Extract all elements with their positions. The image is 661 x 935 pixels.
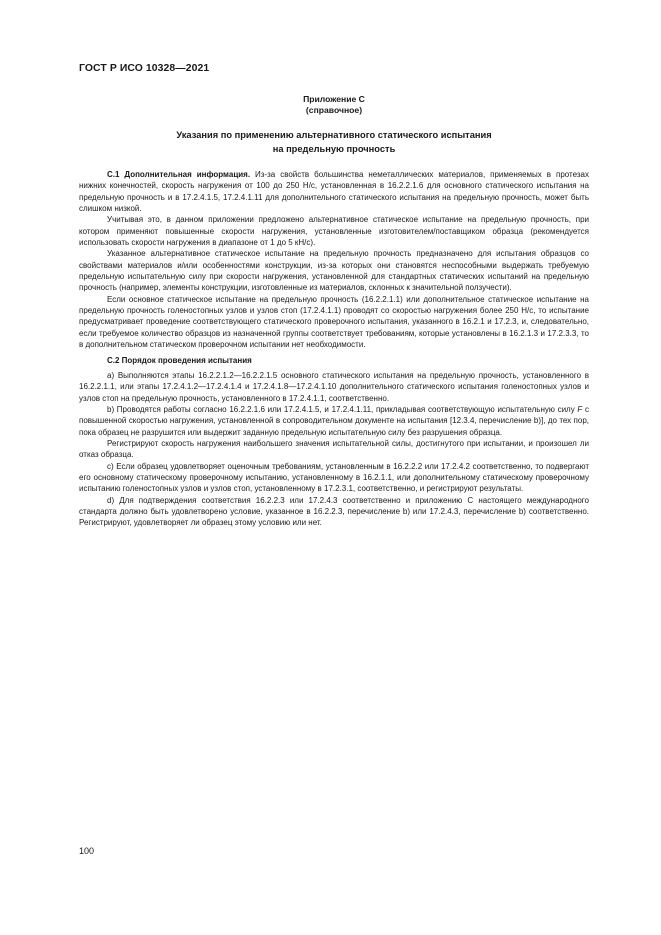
document-body xyxy=(79,169,589,529)
paragraph: Регистрируют скорость нагружения наибольшего значения испытательной силы, достигнутого при испытании, и произошел ли отказ образца. xyxy=(79,438,589,460)
paragraph-c1-intro xyxy=(79,169,589,214)
annex-label: Приложение С xyxy=(303,94,365,104)
section-c2-heading: С.2 Порядок проведения испытания xyxy=(107,355,252,365)
annex-type: (справочное) xyxy=(305,105,363,115)
paragraph: Если основное статическое испытание на предельную прочность (16.2.2.1.1) или дополнительное статическое испытание на предельную прочность голеностопных узлов и узлов стоп (17.2.4.1.1) проводят со скоростью нагружения более 250 Н/с, то испытание предусматривает проведение соответствующего статического проверочного испытания, указанного в 16.2.1 и 17.2.3, и, следовательно, если требуемое количество образцов из назначенной группы соответствует требованиям, которые установлены в 16.2.1.3 и 17.2.3.3, то в дополнительном статическом проверочном испытании нет необходимости. xyxy=(79,294,589,350)
paragraph: Указанное альтернативное статическое испытание на предельную прочность предназначено для испытания образцов со свойствами материалов и/или особенностями конструкции, из-за которых они становятся неспособными выдержать требуемую предельную испытательную силу при скорости нагружения, установленной для стандартных статических испытаний на предельную прочность (например, элементы конструкции, изготовленные из материалов, склонных к значительной ползучести). xyxy=(79,249,589,293)
force-variable: F xyxy=(577,404,583,414)
document-header: ГОСТ Р ИСО 10328—2021 xyxy=(79,63,210,74)
annex-title-line-2: на предельную прочность xyxy=(272,144,396,154)
page-number: 100 xyxy=(79,846,95,856)
annex-label-block xyxy=(79,94,589,116)
list-item-b-text-1: b) Проводятся работы согласно 16.2.2.1.6 или 17.2.4.1.5, и 17.2.4.1.11, прикладывая соответствующую испытательную силу xyxy=(107,404,578,414)
annex-title xyxy=(79,128,589,156)
list-item-c: c) Если образец удовлетворяет оценочным требованиям, установленным в 16.2.2.2 или 17.2.4.2 соответственно, то подвергают его основному статическому проверочному испытанию, установленному в 16.2.1.1, или дополнительному статическому проверочному испытанию голеностопных узлов и узлов стоп, установленному в 17.2.3.1, соответственно, и регистрируют результаты. xyxy=(79,461,589,494)
list-item-b-text-2: с повышенной скоростью нагружения, установленной в сопроводительном документе на испытания [12.3.4, перечисление b)], до тех пор, пока образец не разрушится или выдержит заданную предельную испытательную силу без разрушения образца. xyxy=(79,404,589,437)
list-item-a: a) Выполняются этапы 16.2.2.1.2—16.2.2.1.5 основного статического испытания на предельную прочность, установленного в 16.2.2.1.1, или этапы 17.2.4.1.2—17.2.4.1.4 и 17.2.4.1.8—17.2.4.1.10 дополнительного статического испытания голеностопных узлов и узлов стоп на предельную прочность, установленного в 17.2.4.1.1, соответственно. xyxy=(79,370,589,403)
paragraph: Учитывая это, в данном приложении предложено альтернативное статическое испытание на предельную прочность, при котором применяют повышенные скорости нагружения, установленные изготовителем/поставщиком образца (рекомендуется использовать скорости нагружения в диапазоне от 1 до 5 кН/с). xyxy=(79,215,589,248)
list-item-d: d) Для подтверждения соответствия 16.2.2.3 или 17.2.4.3 соответственно и приложению С настоящего международного стандарта должно быть удовлетворено условие, указанное в 16.2.2.3, перечисление b) или 17.2.4.3, перечисление b) соответственно. Регистрируют, удовлетворяет ли образец этому условию или нет. xyxy=(79,495,589,528)
list-item-b xyxy=(79,404,589,438)
annex-title-line-1: Указания по применению альтернативного статического испытания xyxy=(176,130,492,140)
paragraph-c1-intro-text: Из-за свойств большинства неметаллических материалов, применяемых в протезах нижних конечностей, скорость нагружения от 100 до 250 Н/с, установленная в 16.2.2.1.6 для основного статического испытания на предельную прочность и в 17.2.4.1.5, 17.2.4.1.11 для дополнительного статического испытания на предельную прочность, может быть слишком низкой. xyxy=(79,170,590,214)
section-c1-heading: С.1 Дополнительная информация. xyxy=(107,170,251,179)
